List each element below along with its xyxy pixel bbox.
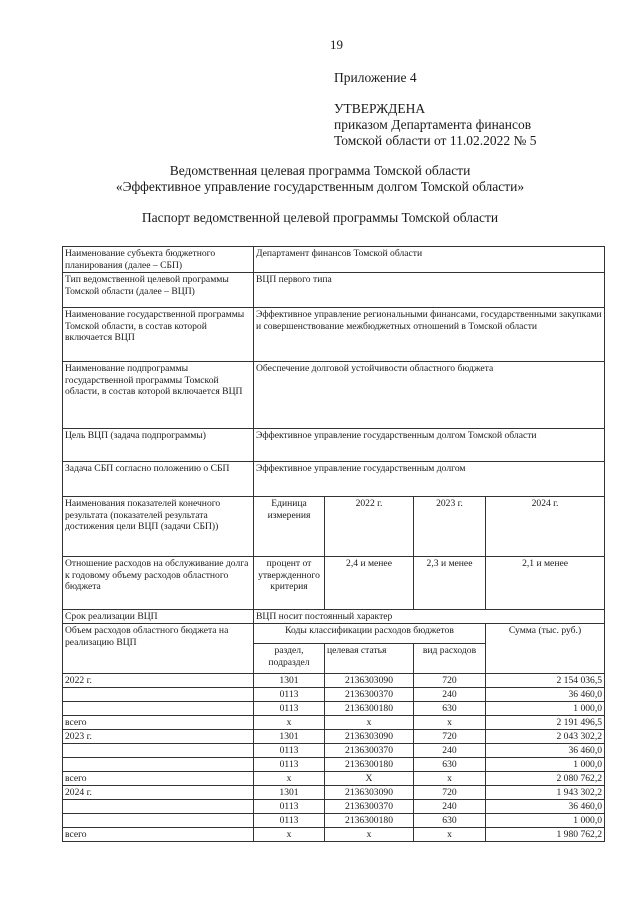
expense-row-label [63,758,254,772]
task-label: Задача СБП согласно положению о СБП [63,462,254,497]
expense-row-label: всего [63,716,254,730]
expense-type: 240 [414,800,486,814]
expense-type: 720 [414,674,486,688]
expense-target: 2136303090 [325,674,414,688]
table-row [63,610,605,624]
expense-section: х [254,828,325,842]
table-row [63,247,605,273]
expense-sum: 1 000,0 [486,702,605,716]
table-row [63,758,605,772]
goal-label: Цель ВЦП (задача подпрограммы) [63,429,254,462]
expense-section: 0113 [254,758,325,772]
expense-target: 2136300180 [325,758,414,772]
expense-type: 720 [414,730,486,744]
indicator-value-2023: 2,3 и менее [414,557,486,610]
subprogram-value: Обеспечение долговой устойчивости областного бюджета [254,362,605,429]
expense-target: 2136300370 [325,688,414,702]
table-row [63,688,605,702]
table-row [63,772,605,786]
program-title-line1: Ведомственная целевая программа Томской области [169,163,471,178]
table-row [63,744,605,758]
unit-header: Единица измерения [254,497,325,557]
program-title-line2: «Эффективное управление государственным долгом Томской области» [115,179,525,194]
indicator-value-2024: 2,1 и менее [486,557,605,610]
table-row [63,828,605,842]
expense-section: х [254,772,325,786]
goal-value: Эффективное управление государственным долгом Томской области [254,429,605,462]
expense-type: х [414,828,486,842]
col-type-header: вид расходов [414,644,486,674]
subject-label: Наименование субъекта бюджетного планирования (далее – СБП) [63,247,254,273]
appendix-label: Приложение 4 [334,70,417,85]
passport-title: Паспорт ведомственной целевой программы Томской области [141,210,499,225]
expense-type: 720 [414,786,486,800]
table-row [63,716,605,730]
page-number: 19 [330,37,343,52]
expense-section: 0113 [254,702,325,716]
table-row [63,557,605,610]
expense-target: Х [325,772,414,786]
expense-type: х [414,716,486,730]
expense-sum: 36 460,0 [486,800,605,814]
expense-row-label: 2023 г. [63,730,254,744]
program-type-value: ВЦП первого типа [254,273,605,308]
expense-sum: 36 460,0 [486,744,605,758]
expense-row-label: всего [63,772,254,786]
passport-table [62,246,605,842]
subprogram-label: Наименование подпрограммы государственной программы Томской области, в состав которой включается ВЦП [63,362,254,429]
table-row [63,308,605,362]
expense-target: 2136300180 [325,814,414,828]
expense-section: 0113 [254,744,325,758]
table-row [63,462,605,497]
expense-type: 240 [414,688,486,702]
expense-type: 240 [414,744,486,758]
approval-order-line2: Томской области от 11.02.2022 № 5 [334,133,537,148]
expense-type: 630 [414,758,486,772]
indicator-label: Отношение расходов на обслуживание долга к годовому объему расходов областного бюджета [63,557,254,610]
state-program-value: Эффективное управление региональными финансами, государственными закупками и совершенствование межбюджетных отношений в Томской области [254,308,605,362]
expense-sum: 2 191 496,5 [486,716,605,730]
table-row [63,800,605,814]
subject-value: Департамент финансов Томской области [254,247,605,273]
table-row [63,814,605,828]
expense-row-label [63,814,254,828]
expense-target: 2136300180 [325,702,414,716]
program-type-label: Тип ведомственной целевой программы Томской области (далее – ВЦП) [63,273,254,308]
expense-row-label [63,702,254,716]
expense-sum: 36 460,0 [486,688,605,702]
expense-row-label: всего [63,828,254,842]
expense-sum: 1 000,0 [486,814,605,828]
expense-section: 1301 [254,730,325,744]
approved-label: УТВЕРЖДЕНА [334,101,426,116]
year-header-2023: 2023 г. [414,497,486,557]
state-program-label: Наименование государственной программы Томской области, в состав которой включается ВЦП [63,308,254,362]
term-label: Срок реализации ВЦП [63,610,254,624]
codes-header: Коды классификации расходов бюджетов [254,624,486,644]
expenses-label: Объем расходов областного бюджета на реализацию ВЦП [63,624,254,674]
expense-sum: 2 154 036,5 [486,674,605,688]
indicators-header-label: Наименования показателей конечного результата (показателей результата достижения цели ВЦП (задачи СБП)) [63,497,254,557]
table-row [63,702,605,716]
expense-sum: 2 080 762,2 [486,772,605,786]
expense-type: 630 [414,814,486,828]
expense-target: х [325,828,414,842]
indicator-unit: процент от утвержденного критерия [254,557,325,610]
table-row [63,429,605,462]
expense-target: 2136303090 [325,786,414,800]
expense-sum: 2 043 302,2 [486,730,605,744]
approval-order-line1: приказом Департамента финансов [334,117,532,132]
expense-target: х [325,716,414,730]
expense-sum: 1 980 762,2 [486,828,605,842]
year-header-2024: 2024 г. [486,497,605,557]
expense-row-label [63,688,254,702]
col-section-header: раздел, подраздел [254,644,325,674]
expense-section: 1301 [254,786,325,800]
expense-section: 0113 [254,688,325,702]
year-header-2022: 2022 г. [325,497,414,557]
expense-section: 0113 [254,814,325,828]
table-row [63,786,605,800]
expense-section: 1301 [254,674,325,688]
expense-sum: 1 943 302,2 [486,786,605,800]
table-row [63,362,605,429]
expense-type: 630 [414,702,486,716]
task-value: Эффективное управление государственным долгом [254,462,605,497]
expense-row-label [63,744,254,758]
table-row [63,497,605,557]
expense-target: 2136300370 [325,800,414,814]
expense-target: 2136303090 [325,730,414,744]
expense-section: 0113 [254,800,325,814]
table-row [63,273,605,308]
expense-row-label [63,800,254,814]
col-target-header: целевая статья [325,644,414,674]
table-row [63,730,605,744]
expense-target: 2136300370 [325,744,414,758]
table-row [63,674,605,688]
expense-section: х [254,716,325,730]
expense-row-label: 2022 г. [63,674,254,688]
expense-sum: 1 000,0 [486,758,605,772]
expense-row-label: 2024 г. [63,786,254,800]
term-value: ВЦП носит постоянный характер [254,610,605,624]
table-row [63,624,605,644]
sum-header: Сумма (тыс. руб.) [486,624,605,674]
expense-type: х [414,772,486,786]
indicator-value-2022: 2,4 и менее [325,557,414,610]
